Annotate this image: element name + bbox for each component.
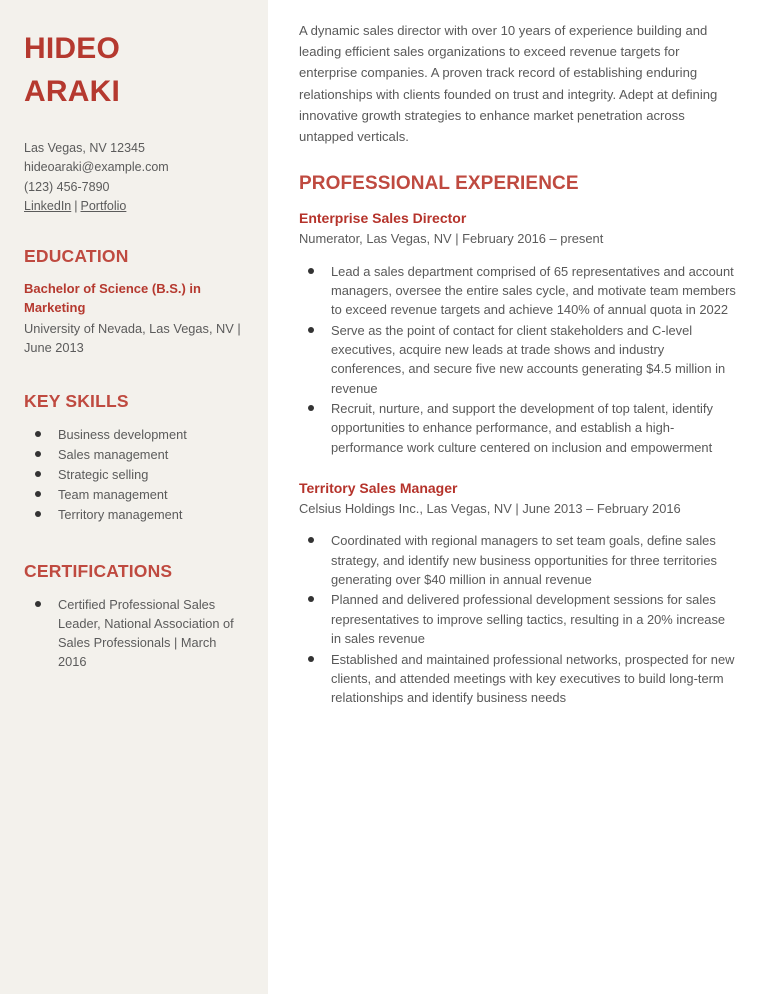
candidate-first-name: HIDEO <box>24 32 121 65</box>
job-bullet-list <box>299 262 738 458</box>
contact-address: Las Vegas, NV 12345 <box>24 141 145 156</box>
job-meta: Numerator, Las Vegas, NV | February 2016 – present <box>299 230 604 246</box>
professional-summary: A dynamic sales director with over 10 years of experience building and leading efficient sales organizations to exceed revenue targets for enterprise companies. A proven track record of establishing enduring relationships with clients founded on trust and integrity. Adept at defining innovative growth strategies to enhance market penetration across untapped verticals. <box>299 23 718 145</box>
contact-email[interactable]: hideoaraki@example.com <box>24 160 169 175</box>
list-item: Established and maintained professional networks, prospected for new clients, and attended meetings with key executives to build long-term relationships and identify business needs <box>299 650 738 708</box>
list-item: Sales management <box>24 445 244 464</box>
list-item: Recruit, nurture, and support the development of top talent, identify opportunities to enhance performance, and establish a high-performance work culture centered on inclusion and empowerment <box>299 399 738 457</box>
education-section <box>24 246 244 357</box>
list-item: Lead a sales department comprised of 65 representatives and account managers, oversee the entire sales cycle, and motivate team members to exceed revenue targets and achieve 140% of annual quota in 2022 <box>299 262 738 320</box>
experience-heading: PROFESSIONAL EXPERIENCE <box>299 173 579 195</box>
key-skills-section <box>24 391 244 524</box>
experience-entry <box>299 479 738 708</box>
key-skills-heading: KEY SKILLS <box>24 391 129 412</box>
candidate-last-name: ARAKI <box>24 74 120 108</box>
list-item: Strategic selling <box>24 465 244 484</box>
list-item: Coordinated with regional managers to set team goals, define sales strategy, and identify new business opportunities for three territories generating over $40 million in annual revenue <box>299 531 738 589</box>
contact-links <box>24 197 244 216</box>
job-meta: Celsius Holdings Inc., Las Vegas, NV | June 2013 – February 2016 <box>299 500 681 516</box>
list-item: Territory management <box>24 505 244 524</box>
certifications-heading: CERTIFICATIONS <box>24 560 173 581</box>
certifications-section <box>24 561 244 672</box>
list-item: Certified Professional Sales Leader, National Association of Sales Professionals | March 2016 <box>24 595 244 672</box>
education-heading: EDUCATION <box>24 246 129 267</box>
linkedin-link[interactable]: LinkedIn <box>24 198 72 213</box>
contact-phone: (123) 456-7890 <box>24 179 110 194</box>
key-skills-list <box>24 425 244 524</box>
main-content <box>268 0 768 994</box>
list-item: Team management <box>24 485 244 504</box>
candidate-name <box>24 28 244 113</box>
list-item: Serve as the point of contact for client stakeholders and C-level executives, acquire new leads at trade shows and industry conferences, and secure five new accounts generating $4.5 million in revenue <box>299 321 738 398</box>
experience-section <box>299 173 738 707</box>
job-title: Territory Sales Manager <box>299 480 458 497</box>
portfolio-link[interactable]: Portfolio <box>80 198 127 213</box>
contact-info <box>24 139 244 216</box>
experience-entry <box>299 209 738 457</box>
job-title: Enterprise Sales Director <box>299 210 467 227</box>
job-bullet-list <box>299 531 738 707</box>
list-item: Planned and delivered professional development sessions for sales representatives to improve selling tactics, resulting in a 20% increase in sales revenue <box>299 590 738 648</box>
list-item: Business development <box>24 425 244 444</box>
link-separator: | <box>74 198 78 213</box>
certifications-list <box>24 595 244 672</box>
education-school: University of Nevada, Las Vegas, NV | June 2013 <box>24 320 241 355</box>
sidebar <box>0 0 268 994</box>
education-degree: Bachelor of Science (B.S.) in Marketing <box>24 281 201 316</box>
